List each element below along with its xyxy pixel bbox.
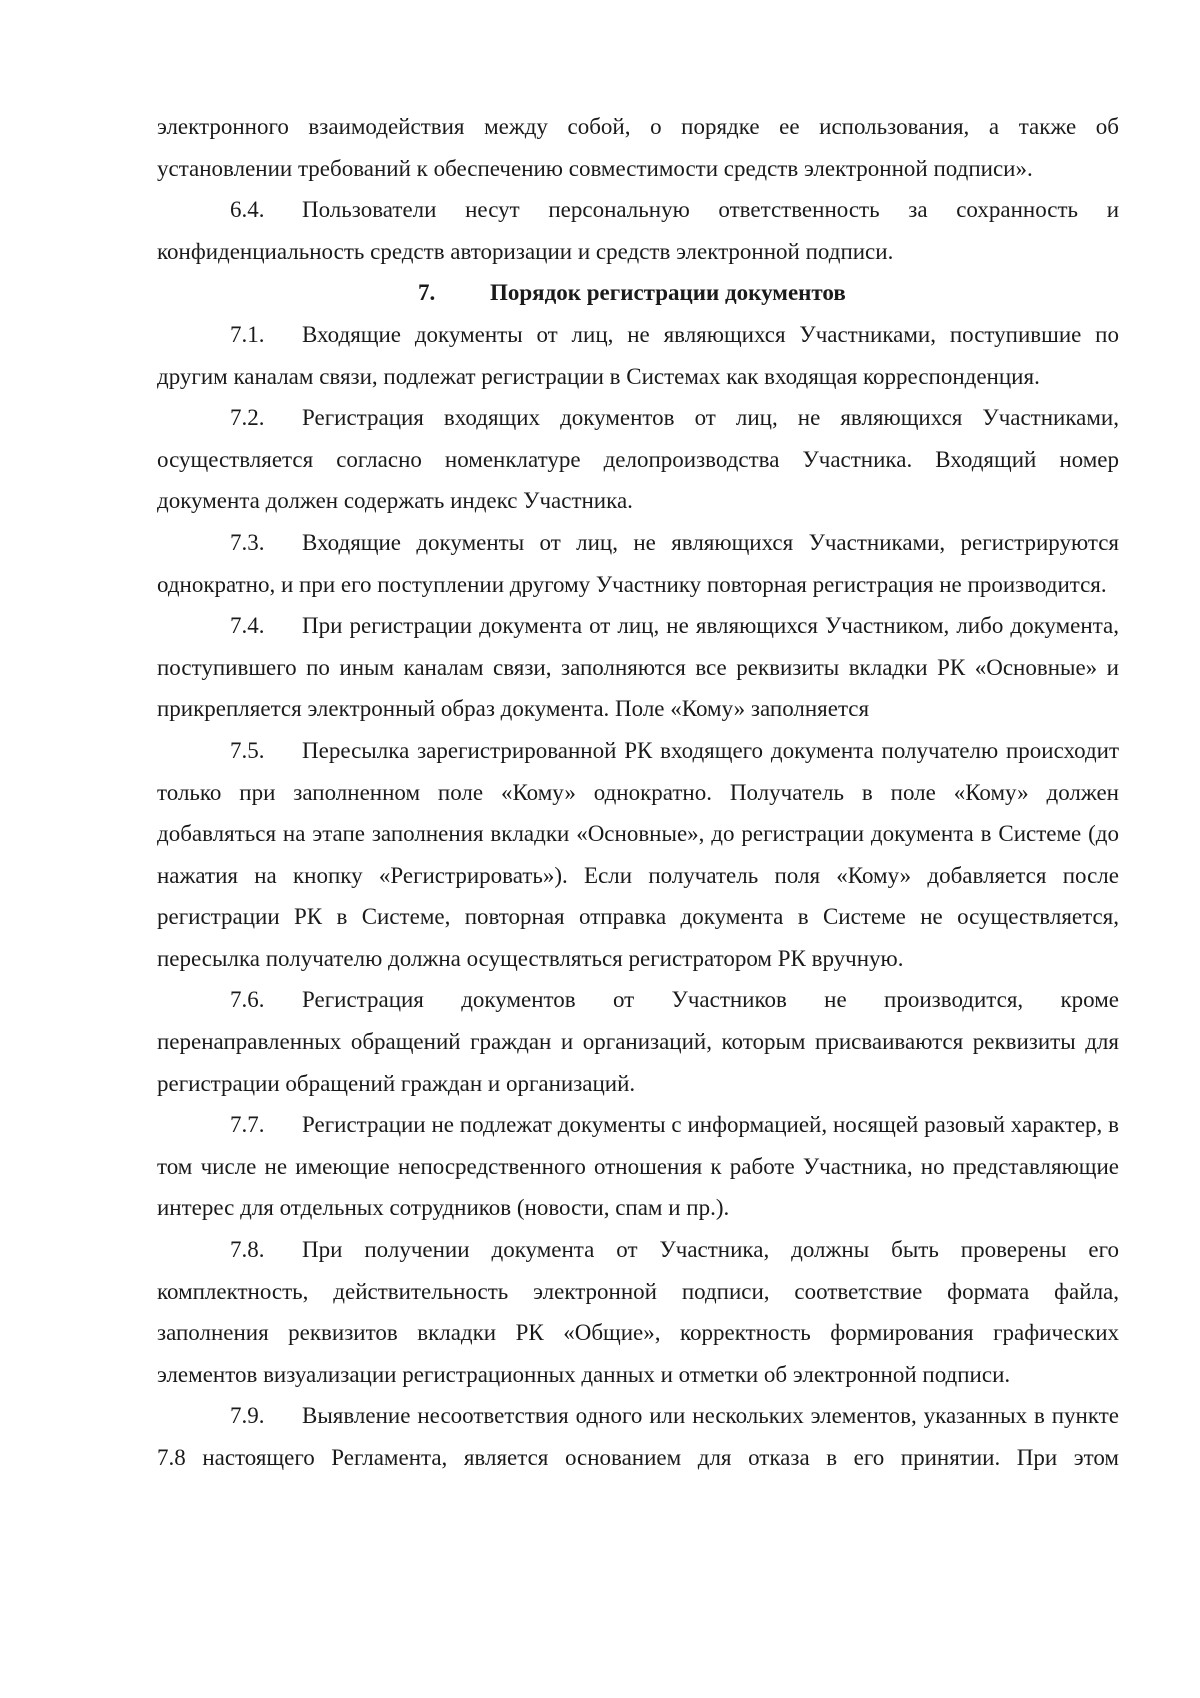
paragraph-text: Пересылка зарегистрированной РК входящего документа получателю происходит только при заполненном поле «Кому» однократно. Получатель в поле «Кому» должен добавляться на этапе заполнения вкладки «Основные», до регистрации документа в Системе (до нажатия на кнопку «Регистрировать»). Если получатель поля «Кому» добавляется после регистрации РК в Системе, повторная отправка документа в Системе не осуществляется, пересылка получателю должна осуществляться регистратором РК вручную.: [157, 737, 1119, 971]
paragraph-continuation: [157, 106, 1119, 189]
paragraph-7-9: [157, 1395, 1119, 1478]
paragraph-number: 7.1.: [230, 321, 265, 347]
paragraph-7-6: [157, 979, 1119, 1104]
paragraph-number: 7.4.: [230, 613, 265, 639]
paragraph-text: Регистрации не подлежат документы с информацией, носящей разовый характер, в том числе не имеющие непосредственного отношения к работе Участника, но представляющие интерес для отдельных сотрудников (новости, спам и пр.).: [157, 1112, 1119, 1221]
paragraph-6-4: [157, 189, 1119, 272]
paragraph-text: Регистрация входящих документов от лиц, не являющихся Участниками, осуществляется согласно номенклатуре делопроизводства Участника. Входящий номер документа должен содержать индекс Участника.: [157, 405, 1119, 514]
paragraph-7-8: [157, 1229, 1119, 1395]
paragraph-text: электронного взаимодействия между собой, о порядке ее использования, а также об установлении требований к обеспечению совместимости средств электронной подписи».: [157, 114, 1119, 181]
paragraph-text: Входящие документы от лиц, не являющихся Участниками, поступившие по другим каналам связи, подлежат регистрации в Системах как входящая корреспонденция.: [157, 321, 1119, 389]
paragraph-number: 7.9.: [230, 1403, 265, 1429]
paragraph-number: 7.6.: [230, 987, 265, 1013]
paragraph-text: Регистрация документов от Участников не производится, кроме перенаправленных обращений граждан и организаций, которым присваиваются реквизиты для регистрации обращений граждан и организаций.: [157, 987, 1119, 1096]
section-number: 7.: [418, 280, 436, 306]
paragraph-7-3: [157, 522, 1119, 605]
paragraph-number: 7.7.: [230, 1112, 265, 1138]
paragraph-text: Входящие документы от лиц, не являющихся Участниками, регистрируются однократно, и при его поступлении другому Участнику повторная регистрация не производится.: [157, 529, 1119, 597]
section-title: Порядок регистрации документов: [490, 280, 846, 306]
paragraph-number: 6.4.: [230, 197, 265, 223]
paragraph-7-5: [157, 730, 1119, 980]
document-body: [157, 106, 1119, 1479]
paragraph-number: 7.5.: [230, 737, 265, 763]
paragraph-text: Выявление несоответствия одного или нескольких элементов, указанных в пункте 7.8 настоящего Регламента, является основанием для отказа в его принятии. При этом: [157, 1403, 1119, 1470]
paragraph-text: Пользователи несут персональную ответственность за сохранность и конфиденциальность средств авторизации и средств электронной подписи.: [157, 197, 1119, 264]
paragraph-7-7: [157, 1104, 1119, 1229]
paragraph-number: 7.8.: [230, 1237, 265, 1263]
paragraph-number: 7.2.: [230, 405, 265, 431]
paragraph-text: При регистрации документа от лиц, не являющихся Участником, либо документа, поступившего по иным каналам связи, заполняются все реквизиты вкладки РК «Основные» и прикрепляется электронный образ документа. Поле «Кому» заполняется: [157, 613, 1119, 722]
paragraph-7-1: [157, 314, 1119, 397]
paragraph-text: При получении документа от Участника, должны быть проверены его комплектность, действительность электронной подписи, соответствие формата файла, заполнения реквизитов вкладки РК «Общие», корректность формирования графических элементов визуализации регистрационных данных и отметки об электронной подписи.: [157, 1237, 1119, 1387]
paragraph-7-2: [157, 397, 1119, 522]
section-heading: [157, 272, 1119, 314]
paragraph-7-4: [157, 605, 1119, 730]
paragraph-number: 7.3.: [230, 529, 265, 555]
